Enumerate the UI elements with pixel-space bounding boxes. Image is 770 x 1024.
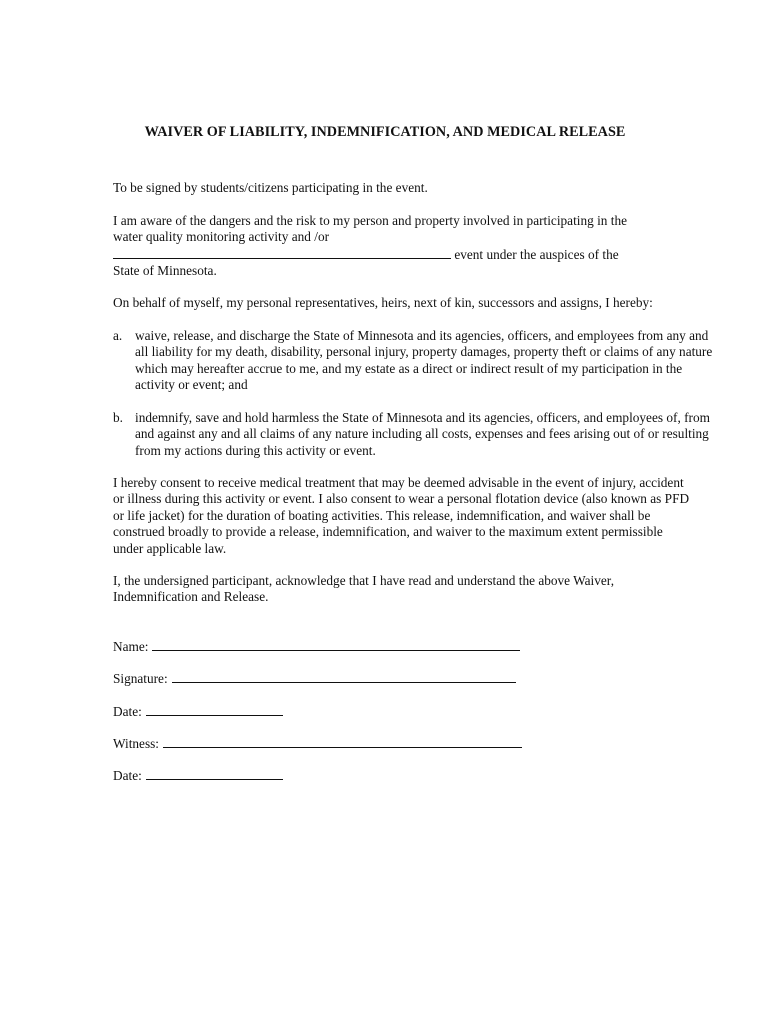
- witness-field: [113, 735, 522, 753]
- awareness-line-4: State of Minnesota.: [113, 263, 217, 279]
- witness-date-input-line[interactable]: [146, 767, 283, 780]
- awareness-line-2: water quality monitoring activity and /or: [113, 229, 330, 245]
- intro-text: To be signed by students/citizens participating in the event.: [113, 180, 428, 195]
- consent-paragraph: [113, 475, 693, 557]
- awareness-line-1: I am aware of the dangers and the risk to my person and property involved in participating in the: [113, 213, 627, 228]
- name-field: [113, 638, 520, 656]
- consent-text: I hereby consent to receive medical treatment that may be deemed advisable in the event of injury, accident or illness during this activity or event. I also consent to wear a personal flotation device (also known as PFD or life jacket) for the duration of boating activities. This release, indemnification, and waiver shall be construed broadly to provide a release, indemnification, and waiver to the maximum extent permissible under applicable law.: [113, 475, 690, 556]
- date-field: [113, 703, 283, 721]
- awareness-line-3: [113, 246, 713, 263]
- witness-input-line[interactable]: [163, 735, 522, 748]
- signature-input-line[interactable]: [172, 670, 516, 683]
- date-label: Date:: [113, 704, 142, 719]
- intro-paragraph: [113, 180, 713, 196]
- witness-date-field: [113, 767, 283, 785]
- date-input-line[interactable]: [146, 703, 283, 716]
- list-item-text: indemnify, save and hold harmless the State of Minnesota and its agencies, officers, and employees of, from and against any and all claims of any nature including all costs, expenses and fees arising out of or resulting from my actions during this activity or event.: [135, 410, 710, 458]
- signature-label: Signature:: [113, 671, 168, 686]
- name-label: Name:: [113, 639, 149, 654]
- list-item: [113, 410, 713, 459]
- signature-field: [113, 670, 516, 688]
- list-item-text: waive, release, and discharge the State of Minnesota and its agencies, officers, and employees from any and all liability for my death, disability, personal injury, property damages, property theft or claims of any nature which may hereafter accrue to me, and my estate as a direct or indirect result of my participation in the activity or event; and: [135, 328, 713, 393]
- event-name-blank[interactable]: [113, 246, 451, 259]
- acknowledge-paragraph: [113, 573, 653, 606]
- witness-label: Witness:: [113, 736, 160, 751]
- awareness-paragraph: [113, 213, 713, 280]
- acknowledge-text: I, the undersigned participant, acknowledge that I have read and understand the above Waiver, Indemnification and Release.: [113, 573, 615, 605]
- awareness-line-3-suffix: event under the auspices of the: [454, 246, 619, 262]
- behalf-text: On behalf of myself, my personal representatives, heirs, next of kin, successors and assigns, I hereby:: [113, 295, 653, 310]
- list-item-marker: b.: [113, 410, 123, 425]
- list-item-marker: a.: [113, 328, 123, 343]
- name-input-line[interactable]: [152, 638, 520, 651]
- witness-date-label: Date:: [113, 768, 142, 783]
- document-title: WAIVER OF LIABILITY, INDEMNIFICATION, AND MEDICAL RELEASE: [144, 124, 626, 140]
- behalf-paragraph: [113, 295, 713, 311]
- list-item: [113, 328, 713, 394]
